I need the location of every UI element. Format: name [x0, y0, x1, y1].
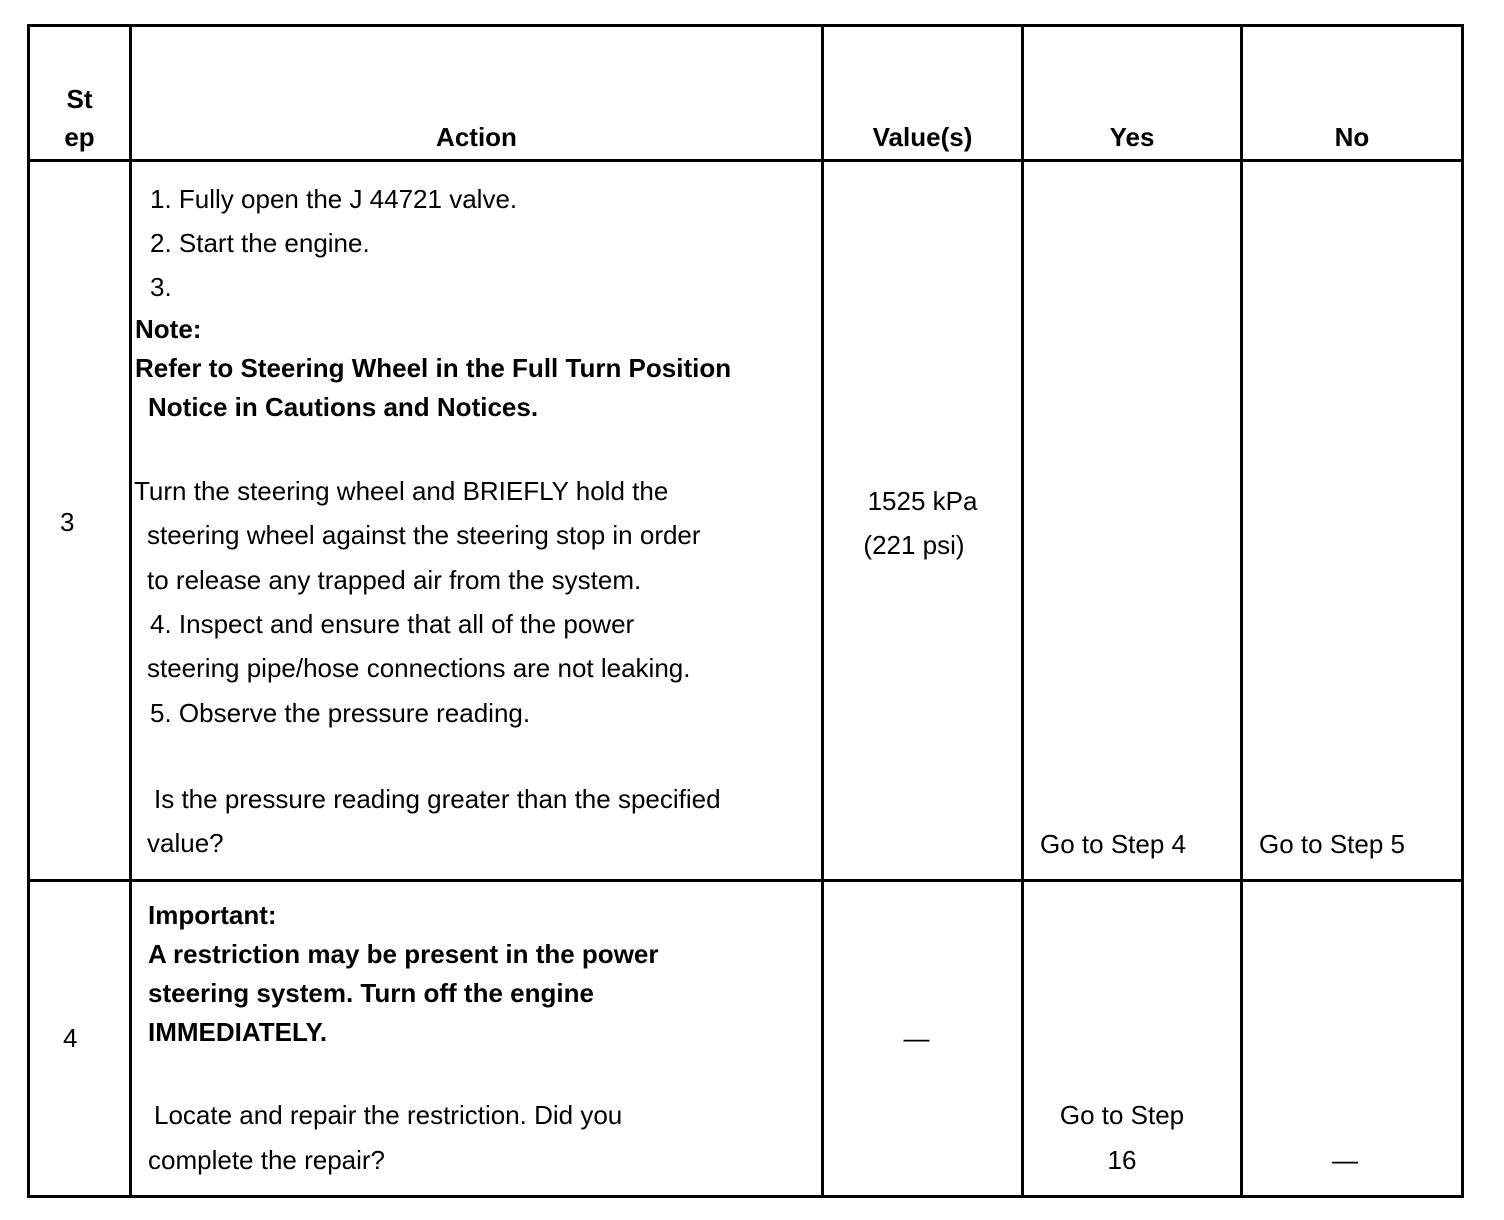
row-4-yes-line2: 16: [1107, 1145, 1137, 1175]
row-4-important-label: Important:: [148, 900, 277, 930]
header-no: No: [1334, 122, 1370, 152]
row-3-value-line1: 1525 kPa: [867, 486, 978, 516]
row-3-note-line2: Notice in Cautions and Notices.: [148, 392, 539, 422]
row-3-value-line2: (221 psi): [863, 530, 965, 560]
row-3-yes: Go to Step 4: [1040, 829, 1186, 859]
row-4-value: —: [903, 1023, 930, 1053]
row-3-item4-line2: steering pipe/hose connections are not leaking.: [147, 653, 691, 683]
row-3-question-line2: value?: [147, 828, 224, 858]
header-step: [30, 80, 129, 156]
header-step-line1: St: [66, 84, 93, 114]
row-3-turn-line3: to release any trapped air from the system.: [147, 565, 642, 595]
row-3-item2: 2. Start the engine.: [150, 228, 370, 258]
row-3-no: Go to Step 5: [1259, 829, 1405, 859]
row-4-question-line2: complete the repair?: [148, 1145, 386, 1175]
row-4-imp-line2: steering system. Turn off the engine: [148, 978, 594, 1008]
row-4-question-line1: Locate and repair the restriction. Did you: [154, 1100, 623, 1130]
row-4-imp-line1: A restriction may be present in the power: [148, 939, 659, 969]
row-4-step: 4: [63, 1023, 78, 1053]
row-4-no: —: [1332, 1145, 1358, 1175]
row-3-item1: 1. Fully open the J 44721 valve.: [150, 184, 518, 214]
row-3-turn-line1: Turn the steering wheel and BRIEFLY hold the: [134, 476, 669, 506]
row-4-yes-line1: Go to Step: [1059, 1100, 1185, 1130]
row-3-note-label: Note:: [135, 314, 202, 344]
row-3-turn-line2: steering wheel against the steering stop in order: [147, 520, 701, 550]
row-3-item3: 3.: [150, 272, 172, 302]
header-step-line2: ep: [64, 122, 95, 152]
row-4-imp-line3: IMMEDIATELY.: [148, 1017, 328, 1047]
header-yes: Yes: [1109, 122, 1155, 152]
header-values: Value(s): [872, 122, 973, 152]
row-3-step: 3: [60, 507, 75, 537]
row-3-item5: 5. Observe the pressure reading.: [150, 698, 531, 728]
row-3-item4-line1: 4. Inspect and ensure that all of the power: [150, 609, 635, 639]
header-action: Action: [436, 122, 517, 152]
row-3-note-line1: Refer to Steering Wheel in the Full Turn Position: [135, 353, 732, 383]
row-3-question-line1: Is the pressure reading greater than the specified: [154, 784, 721, 814]
